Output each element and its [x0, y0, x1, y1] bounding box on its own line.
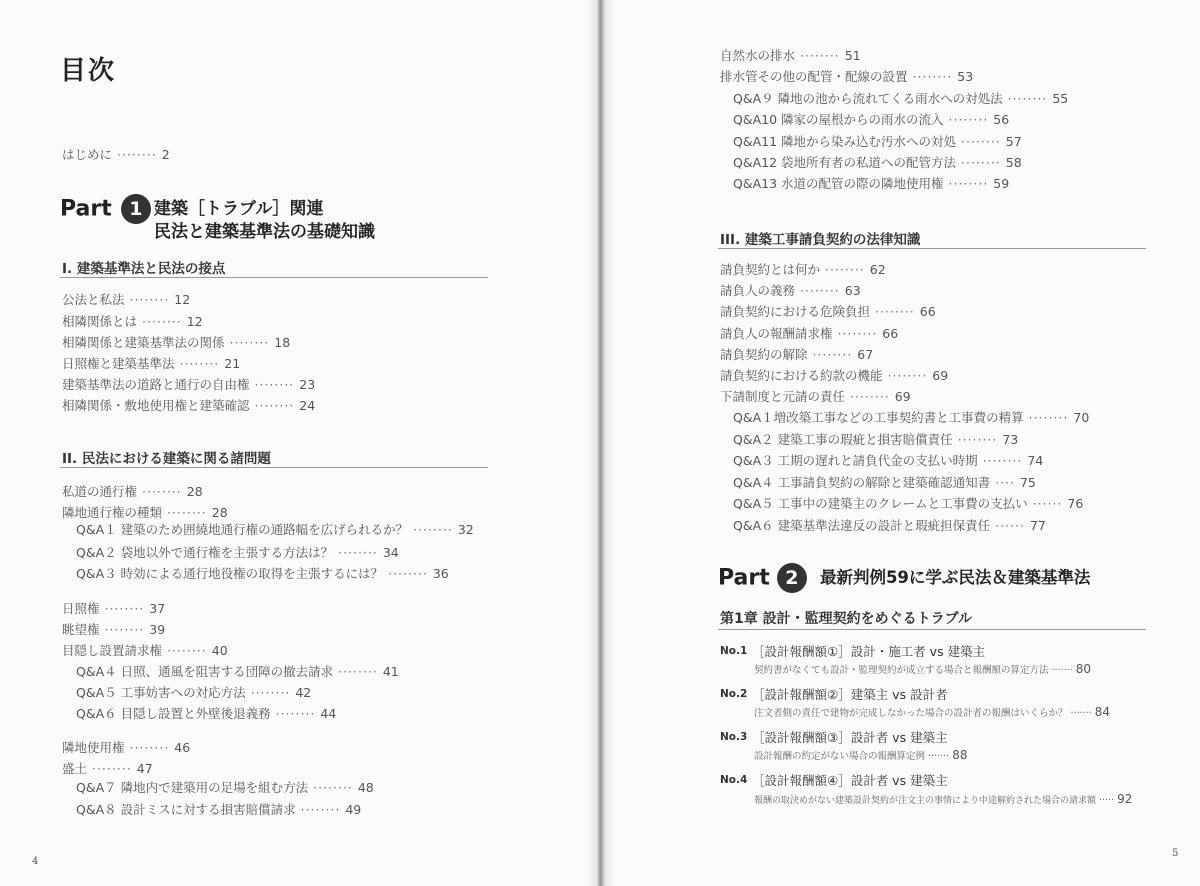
entry-label: Q&A１ 建築のため囲繞地通行権の通路幅を広げられるか？	[76, 522, 409, 537]
entry-page: 44	[320, 706, 337, 721]
case-subtitle: 設計報酬の約定がない場合の報酬算定例	[754, 751, 926, 762]
entry-page: 53	[957, 69, 974, 84]
entry-label: 眺望権	[62, 622, 100, 637]
entry-label: 建築基準法の道路と通行の自由権	[62, 377, 250, 392]
case-subtitle-row: 報酬の取決めがない建築設計契約が注文主の事情により中途解約された場合の請求額 ····· 92	[754, 792, 1133, 806]
case-number: No.2	[720, 688, 748, 700]
section-rule	[60, 467, 488, 468]
entry-page: 69	[932, 368, 949, 383]
entry-label: Q&A11 隣地から染み込む汚水への対処	[733, 134, 957, 149]
entry-label: Q&A１増改築工事などの工事契約書と工事費の精算	[733, 410, 1024, 425]
entry-page: 67	[857, 347, 874, 362]
part2-title: 最新判例59に学ぶ民法＆建築基準法	[819, 568, 1091, 587]
case-number: No.1	[720, 645, 748, 657]
toc-entry-qa[interactable]: Q&A12 袋地所有者の私道への配管方法 ········ 58	[733, 155, 1022, 170]
entry-page: 49	[345, 802, 362, 817]
toc-entry[interactable]: 請負契約における危険負担 ········ 66	[720, 304, 936, 319]
toc-entry-qa[interactable]: Q&A１ 建築のため囲繞地通行権の通路幅を広げられるか？ ········ 32	[76, 522, 474, 537]
toc-entry[interactable]: 建築基準法の道路と通行の自由権 ········ 23	[62, 377, 316, 392]
entry-label: Q&A６ 目隠し設置と外壁後退義務	[76, 706, 271, 721]
toc-entry[interactable]: 日照権 ········ 37	[62, 601, 166, 616]
toc-entry[interactable]: 請負人の報酬請求権 ········ 66	[720, 326, 899, 341]
toc-entry-qa[interactable]: Q&A２ 建築工事の瑕疵と損害賠償責任 ········ 73	[733, 432, 1019, 447]
entry-label: Q&A４ 日照、通風を阻害する団障の撤去請求	[76, 664, 334, 679]
entry-page: 56	[993, 112, 1010, 127]
toc-entry[interactable]: 下請制度と元請の責任 ········ 69	[720, 389, 911, 404]
toc-entry-qa[interactable]: Q&A６ 建築基準法違反の設計と瑕疵担保責任 ······ 77	[733, 518, 1046, 533]
toc-entry-qa[interactable]: Q&A11 隣地から染み込む汚水への対処 ········ 57	[733, 134, 1022, 149]
entry-label: 請負契約とは何か	[720, 262, 821, 277]
toc-entry-qa[interactable]: Q&A４ 工事請負契約の解除と建築確認通知書 ···· 75	[733, 475, 1036, 490]
toc-entry-qa[interactable]: Q&A１増改築工事などの工事契約書と工事費の精算 ········ 70	[733, 410, 1090, 425]
case-page: 92	[1117, 792, 1133, 806]
entry-label: Q&A７ 隣地内で建築用の足場を組む方法	[76, 780, 309, 795]
toc-entry-qa[interactable]: Q&A５ 工事中の建築主のクレームと工事費の支払い ······ 76	[733, 496, 1084, 511]
case-subtitle: 注文者側の責任で建物が完成しなかった場合の設計者の報酬はいくらか？	[754, 708, 1068, 719]
entry-label: Q&A10 隣家の屋根からの雨水の流入	[733, 112, 944, 127]
toc-entry[interactable]: 眺望権 ········ 39	[62, 622, 166, 637]
toc-entry[interactable]: 日照権と建築基準法 ········ 21	[62, 356, 241, 371]
entry-page: 21	[224, 356, 241, 371]
entry-page: 69	[894, 389, 911, 404]
entry-page: 12	[174, 292, 191, 307]
section-heading: I. 建築基準法と民法の接点	[62, 261, 226, 277]
part-word: Part	[718, 565, 770, 591]
entry-page: 76	[1067, 496, 1084, 511]
toc-entry-qa[interactable]: Q&A３ 工期の遅れと請負代金の支払い時期 ········ 74	[733, 453, 1044, 468]
entry-label: Q&A３ 時効による通行地役権の取得を主張するには？	[76, 566, 384, 581]
entry-label: 請負契約における危険負担	[720, 304, 871, 319]
toc-entry[interactable]: 私道の通行権 ········ 28	[62, 484, 203, 499]
entry-page: 42	[295, 685, 312, 700]
case-number: No.4	[720, 774, 748, 786]
entry-page: 59	[993, 176, 1010, 191]
section-rule	[718, 248, 1146, 249]
toc-entry-qa[interactable]: Q&A２ 袋地以外で通行権を主張する方法は？ ········ 34	[76, 545, 399, 560]
entry-label: Q&A８ 設計ミスに対する損害賠償請求	[76, 802, 296, 817]
entry-label: Q&A３ 工期の遅れと請負代金の支払い時期	[733, 453, 978, 468]
entry-label: Q&A２ 建築工事の瑕疵と損害賠償責任	[733, 432, 953, 447]
entry-label: 自然水の排水	[720, 48, 796, 63]
entry-label: Q&A４ 工事請負契約の解除と建築確認通知書	[733, 475, 991, 490]
right-page	[602, 0, 1200, 886]
part-word: Part	[60, 196, 112, 222]
entry-page: 57	[1005, 134, 1022, 149]
entry-page: 62	[869, 262, 886, 277]
left-page	[0, 0, 598, 886]
toc-entry[interactable]: 請負契約の解除 ········ 67	[720, 347, 874, 362]
entry-label: 公法と私法	[62, 292, 125, 307]
entry-label: 隣地使用権	[62, 740, 125, 755]
entry-label: Q&A９ 隣地の池から流れてくる雨水への対処法	[733, 91, 1003, 106]
entry-label: Q&A５ 工事中の建築主のクレームと工事費の支払い	[733, 496, 1028, 511]
entry-page: 46	[174, 740, 191, 755]
case-title[interactable]: ［設計報酬額②］建築主 vs 設計者	[752, 687, 948, 702]
toc-entry-qa[interactable]: Q&A13 水道の配管の際の隣地使用権 ········ 59	[733, 176, 1010, 191]
toc-entry[interactable]: 請負人の義務 ········ 63	[720, 283, 861, 298]
entry-page: 73	[1002, 432, 1019, 447]
entry-label: 請負人の義務	[720, 283, 796, 298]
case-subtitle: 契約書がなくても設計・監理契約が成立する場合と報酬額の算定方法	[754, 665, 1049, 676]
case-subtitle-row: 設計報酬の約定がない場合の報酬算定例 ······· 88	[754, 748, 968, 762]
entry-label: Q&A12 袋地所有者の私道への配管方法	[733, 155, 957, 170]
part2-header	[718, 563, 1090, 593]
toc-entry-qa[interactable]: Q&A10 隣家の屋根からの雨水の流入 ········ 56	[733, 112, 1010, 127]
toc-entry-qa[interactable]: Q&A７ 隣地内で建築用の足場を組む方法 ········ 48	[76, 780, 374, 795]
entry-label: はじめに	[62, 147, 113, 162]
entry-page: 39	[149, 622, 166, 637]
case-title[interactable]: ［設計報酬額①］設計・施工者 vs 建築主	[752, 644, 986, 659]
toc-entry-qa[interactable]: Q&A４ 日照、通風を阻害する団障の撤去請求 ········ 41	[76, 664, 399, 679]
toc-entry-qa[interactable]: Q&A６ 目隠し設置と外壁後退義務 ········ 44	[76, 706, 337, 721]
entry-page: 34	[382, 545, 399, 560]
entry-page: 24	[299, 398, 316, 413]
entry-page: 12	[186, 314, 203, 329]
toc-entry[interactable]: 盛土 ········ 47	[62, 761, 153, 776]
toc-entry[interactable]: 相隣関係・敷地使用権と建築確認 ········ 24	[62, 398, 316, 413]
entry-page: 36	[432, 566, 449, 581]
entry-label: 排水管その他の配管・配線の設置	[720, 69, 908, 84]
entry-page: 47	[136, 761, 153, 776]
toc-entry[interactable]: はじめに ········ 2	[62, 147, 170, 162]
entry-page: 28	[186, 484, 203, 499]
case-page: 84	[1094, 705, 1110, 719]
entry-label: Q&A６ 建築基準法違反の設計と瑕疵担保責任	[733, 518, 991, 533]
entry-page: 55	[1052, 91, 1069, 106]
part1-title-line2: 民法と建築基準法の基礎知識	[154, 222, 375, 242]
section-heading: III. 建築工事請負契約の法律知識	[720, 232, 921, 248]
entry-label: 日照権と建築基準法	[62, 356, 175, 371]
entry-label: Q&A５ 工事妨害への対応方法	[76, 685, 246, 700]
entry-label: 請負契約の解除	[720, 347, 808, 362]
entry-page: 18	[274, 335, 291, 350]
entry-label: Q&A２ 袋地以外で通行権を主張する方法は？	[76, 545, 334, 560]
toc-entry[interactable]: 排水管その他の配管・配線の設置 ········ 53	[720, 69, 974, 84]
entry-page: 48	[357, 780, 374, 795]
entry-label: 請負人の報酬請求権	[720, 326, 833, 341]
case-subtitle: 報酬の取決めがない建築設計契約が注文主の事情により中途解約された場合の請求額	[754, 796, 1097, 806]
entry-page: 23	[299, 377, 316, 392]
entry-label: 私道の通行権	[62, 484, 138, 499]
toc-entry[interactable]: 隣地通行権の種類 ········ 28	[62, 505, 228, 520]
entry-page: 77	[1029, 518, 1046, 533]
page-number: 4	[32, 856, 39, 867]
chapter-heading: 第1章 設計・監理契約をめぐるトラブル	[720, 611, 973, 627]
toc-entry[interactable]: 相隣関係と建築基準法の関係 ········ 18	[62, 335, 291, 350]
entry-label: 隣地通行権の種類	[62, 505, 163, 520]
entry-label: 相隣関係・敷地使用権と建築確認	[62, 398, 250, 413]
entry-label: 相隣関係と建築基準法の関係	[62, 335, 225, 350]
page-number: 5	[1172, 848, 1179, 859]
entry-page: 40	[211, 643, 228, 658]
part1-title-line1: 建築［トラブル］関連	[154, 199, 324, 219]
toc-entry-qa[interactable]: Q&A９ 隣地の池から流れてくる雨水への対処法 ········ 55	[733, 91, 1069, 106]
entry-label: 相隣関係とは	[62, 314, 138, 329]
toc-entry-qa[interactable]: Q&A３ 時効による通行地役権の取得を主張するには？ ········ 36	[76, 566, 449, 581]
toc-entry[interactable]: 請負契約における約款の機能 ········ 69	[720, 368, 949, 383]
case-page: 80	[1075, 662, 1091, 676]
toc-entry[interactable]: 公法と私法 ········ 12	[62, 292, 191, 307]
entry-page: 32	[457, 522, 474, 537]
entry-page: 41	[382, 664, 399, 679]
case-title[interactable]: ［設計報酬額④］設計者 vs 建築主	[752, 773, 948, 788]
toc-entry-qa[interactable]: Q&A８ 設計ミスに対する損害賠償請求 ········ 49	[76, 802, 362, 817]
entry-page: 28	[211, 505, 228, 520]
section-rule	[60, 277, 488, 278]
entry-label: Q&A13 水道の配管の際の隣地使用権	[733, 176, 944, 191]
entry-page: 37	[149, 601, 166, 616]
toc-entry[interactable]: 請負契約とは何か ········ 62	[720, 262, 886, 277]
entry-page: 70	[1073, 410, 1090, 425]
entry-page: 75	[1019, 475, 1036, 490]
toc-entry-qa[interactable]: Q&A５ 工事妨害への対応方法 ········ 42	[76, 685, 312, 700]
entry-label: 盛土	[62, 761, 88, 776]
entry-label: 日照権	[62, 601, 100, 616]
toc-entry[interactable]: 隣地使用権 ········ 46	[62, 740, 191, 755]
entry-page: 63	[844, 283, 861, 298]
entry-page: 66	[919, 304, 936, 319]
entry-page: 51	[844, 48, 861, 63]
section-heading: II. 民法における建築に関る諸問題	[62, 451, 271, 467]
case-subtitle-row: 契約書がなくても設計・監理契約が成立する場合と報酬額の算定方法 ······· 80	[754, 662, 1091, 676]
toc-entry[interactable]: 目隠し設置請求権 ········ 40	[62, 643, 228, 658]
case-number: No.3	[720, 731, 748, 743]
case-page: 88	[952, 748, 968, 762]
toc-title: 目次	[60, 56, 117, 86]
part-number-badge: 1	[121, 194, 151, 224]
case-subtitle-row: 注文者側の責任で建物が完成しなかった場合の設計者の報酬はいくらか？ ······· 84	[754, 705, 1110, 719]
entry-page: 66	[882, 326, 899, 341]
entry-label: 下請制度と元請の責任	[720, 389, 846, 404]
case-title[interactable]: ［設計報酬額③］設計者 vs 建築主	[752, 730, 948, 745]
part-number-badge: 2	[777, 563, 807, 593]
book-gutter	[586, 0, 616, 886]
toc-entry[interactable]: 自然水の排水 ········ 51	[720, 48, 861, 63]
entry-label: 請負契約における約款の機能	[720, 368, 883, 383]
toc-entry[interactable]: 相隣関係とは ········ 12	[62, 314, 203, 329]
chapter-rule	[718, 629, 1146, 630]
entry-page: 58	[1005, 155, 1022, 170]
entry-label: 目隠し設置請求権	[62, 643, 163, 658]
entry-page: 2	[161, 147, 170, 162]
part1-header	[60, 194, 151, 224]
entry-page: 74	[1027, 453, 1044, 468]
